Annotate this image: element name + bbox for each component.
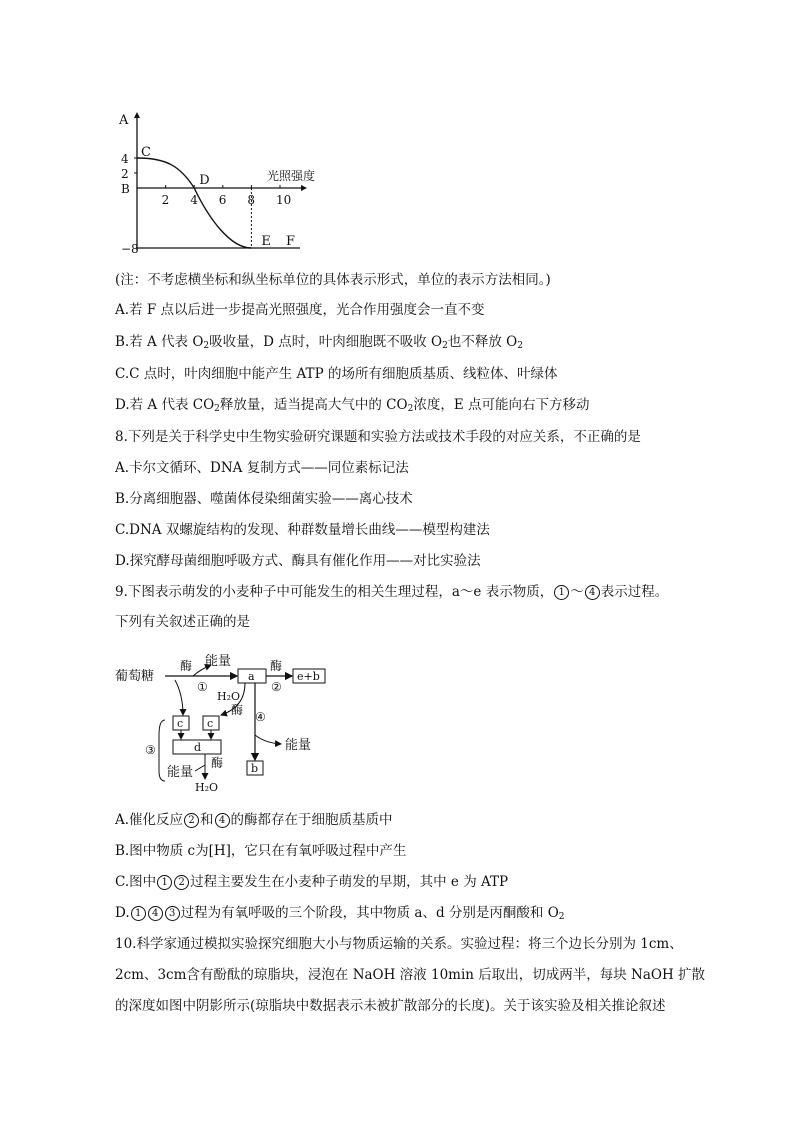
q9-stem-line2: 下列有关叙述正确的是 (115, 614, 250, 630)
point-label-f: F (286, 234, 296, 249)
arrow-energy-3 (195, 765, 205, 771)
arrow-glucose-to-c (175, 680, 183, 715)
q8-option-c: C.DNA 双螺旋结构的发现、种群数量增长曲线——模型构建法 (115, 522, 490, 538)
process-1-label: ① (197, 680, 208, 694)
x-tick-label: 4 (190, 193, 198, 207)
box-a-label: a (248, 670, 255, 683)
q8-stem: 8.下列是关于科学史中生物实验研究课题和实验方法或技术手段的对应关系，不正确的是 (115, 429, 641, 445)
x-axis-arrow (301, 185, 307, 191)
point-label-c: C (141, 145, 151, 160)
process-2-label: ② (271, 680, 282, 694)
q7-option-a: A.若 F 点以后进一步提高光照强度，光合作用强度会一直不变 (115, 302, 485, 318)
h2o-label-2: H₂O (195, 781, 219, 794)
q9-option-b: B.图中物质 c为[H]，它只在有氧呼吸过程中产生 (115, 843, 407, 859)
q7-option-c: C.C 点时，叶肉细胞中能产生 ATP 的场所有细胞质基质、线粒体、叶绿体 (115, 366, 558, 382)
box-d-label: d (194, 741, 202, 754)
q8-option-d: D.探究酵母菌细胞呼吸方式、酶具有催化作用——对比实验法 (115, 553, 481, 569)
energy-label-4: 能量 (285, 738, 312, 753)
q10-line2: 2cm、3cm含有酚酞的琼脂块，浸泡在 NaOH 溶液 10min 后取出，切成两半，每块 NaOH 扩散 (115, 967, 706, 983)
point-label-e: E (261, 234, 271, 249)
h2o-label-1: H₂O (217, 690, 241, 703)
box-b-label: b (251, 762, 259, 775)
y-axis-label: A (119, 113, 129, 128)
q9-option-c: C.图中 1 2 过程主要发生在小麦种子萌发的早期，其中 e 为 ATP (115, 874, 509, 890)
process-4-label: ④ (255, 710, 266, 724)
brace-process-3 (159, 720, 165, 781)
y-axis-arrow (134, 112, 140, 118)
energy-label-1: 能量 (205, 654, 232, 669)
box-c-left-label: c (177, 717, 184, 730)
q8-option-b: B.分离细胞器、噬菌体侵染细菌实验——离心技术 (115, 491, 413, 507)
note-text: (注：不考虑横坐标和纵坐标单位的具体表示形式，单位的表示方法相同。) (115, 272, 551, 288)
y-tick-label: −8 (121, 242, 139, 255)
glucose-label: 葡萄糖 (115, 669, 155, 684)
metabolism-diagram (115, 645, 345, 795)
q10-line3: 的深度如图中阴影所示(琼脂块中数据表示未被扩散部分的长度)。关于该实验及相关推论叙述 (115, 998, 666, 1014)
arrow-energy-4 (255, 735, 281, 744)
y-tick-label: 2 (121, 167, 129, 181)
point-label-d: D (199, 173, 210, 188)
enzyme-label-1: 酶 (180, 659, 193, 673)
x-tick-label: 6 (218, 193, 227, 207)
q10-line1: 10.科学家通过模拟实验探究细胞大小与物质运输的关系。实验过程：将三个边长分别为 1cm、 (115, 936, 683, 952)
process-3-label: ③ (145, 743, 156, 757)
light-intensity-chart (115, 110, 345, 255)
x-tick-label: 8 (247, 193, 256, 207)
box-c-right-label: c (207, 717, 214, 730)
enzyme-label-3: 酶 (231, 703, 244, 717)
q9-stem-line1: 9.下图表示萌发的小麦种子中可能发生的相关生理过程，a～e 表示物质， 1 ～ 4 表示过程。 (115, 584, 669, 600)
arrow-energy-1 (193, 665, 211, 676)
q9-option-a: A.催化反应 2 和 4 的酶都存在于细胞质基质中 (115, 812, 393, 828)
x-tick-label: 10 (276, 193, 292, 207)
x-tick-label: 2 (161, 193, 170, 207)
x-axis-label: 光照强度 (267, 169, 316, 183)
q7-option-b: B.若 A 代表 $O_2$吸收量，D 点时，叶肉细胞既不吸收 $O_2$也不释放 $O_2$ (115, 334, 523, 351)
enzyme-label-4: 酶 (211, 756, 224, 770)
energy-label-3: 能量 (167, 765, 194, 780)
q9-option-d: D. 1 4 3 过程为有氧呼吸的三个阶段，其中物质 a、d 分别是丙酮酸和 $O_2$ (115, 905, 565, 922)
box-eb-label: e+b (297, 670, 320, 683)
y-tick-label: 4 (121, 152, 129, 166)
q7-option-d: D.若 A 代表 $CO_2$释放量，适当提高大气中的 $CO_2$浓度，E 点可能向右下方移动 (115, 397, 590, 414)
y-tick-label: B (121, 182, 130, 196)
enzyme-label-2: 酶 (270, 659, 283, 673)
q8-option-a: A.卡尔文循环、DNA 复制方式——同位素标记法 (115, 460, 409, 476)
